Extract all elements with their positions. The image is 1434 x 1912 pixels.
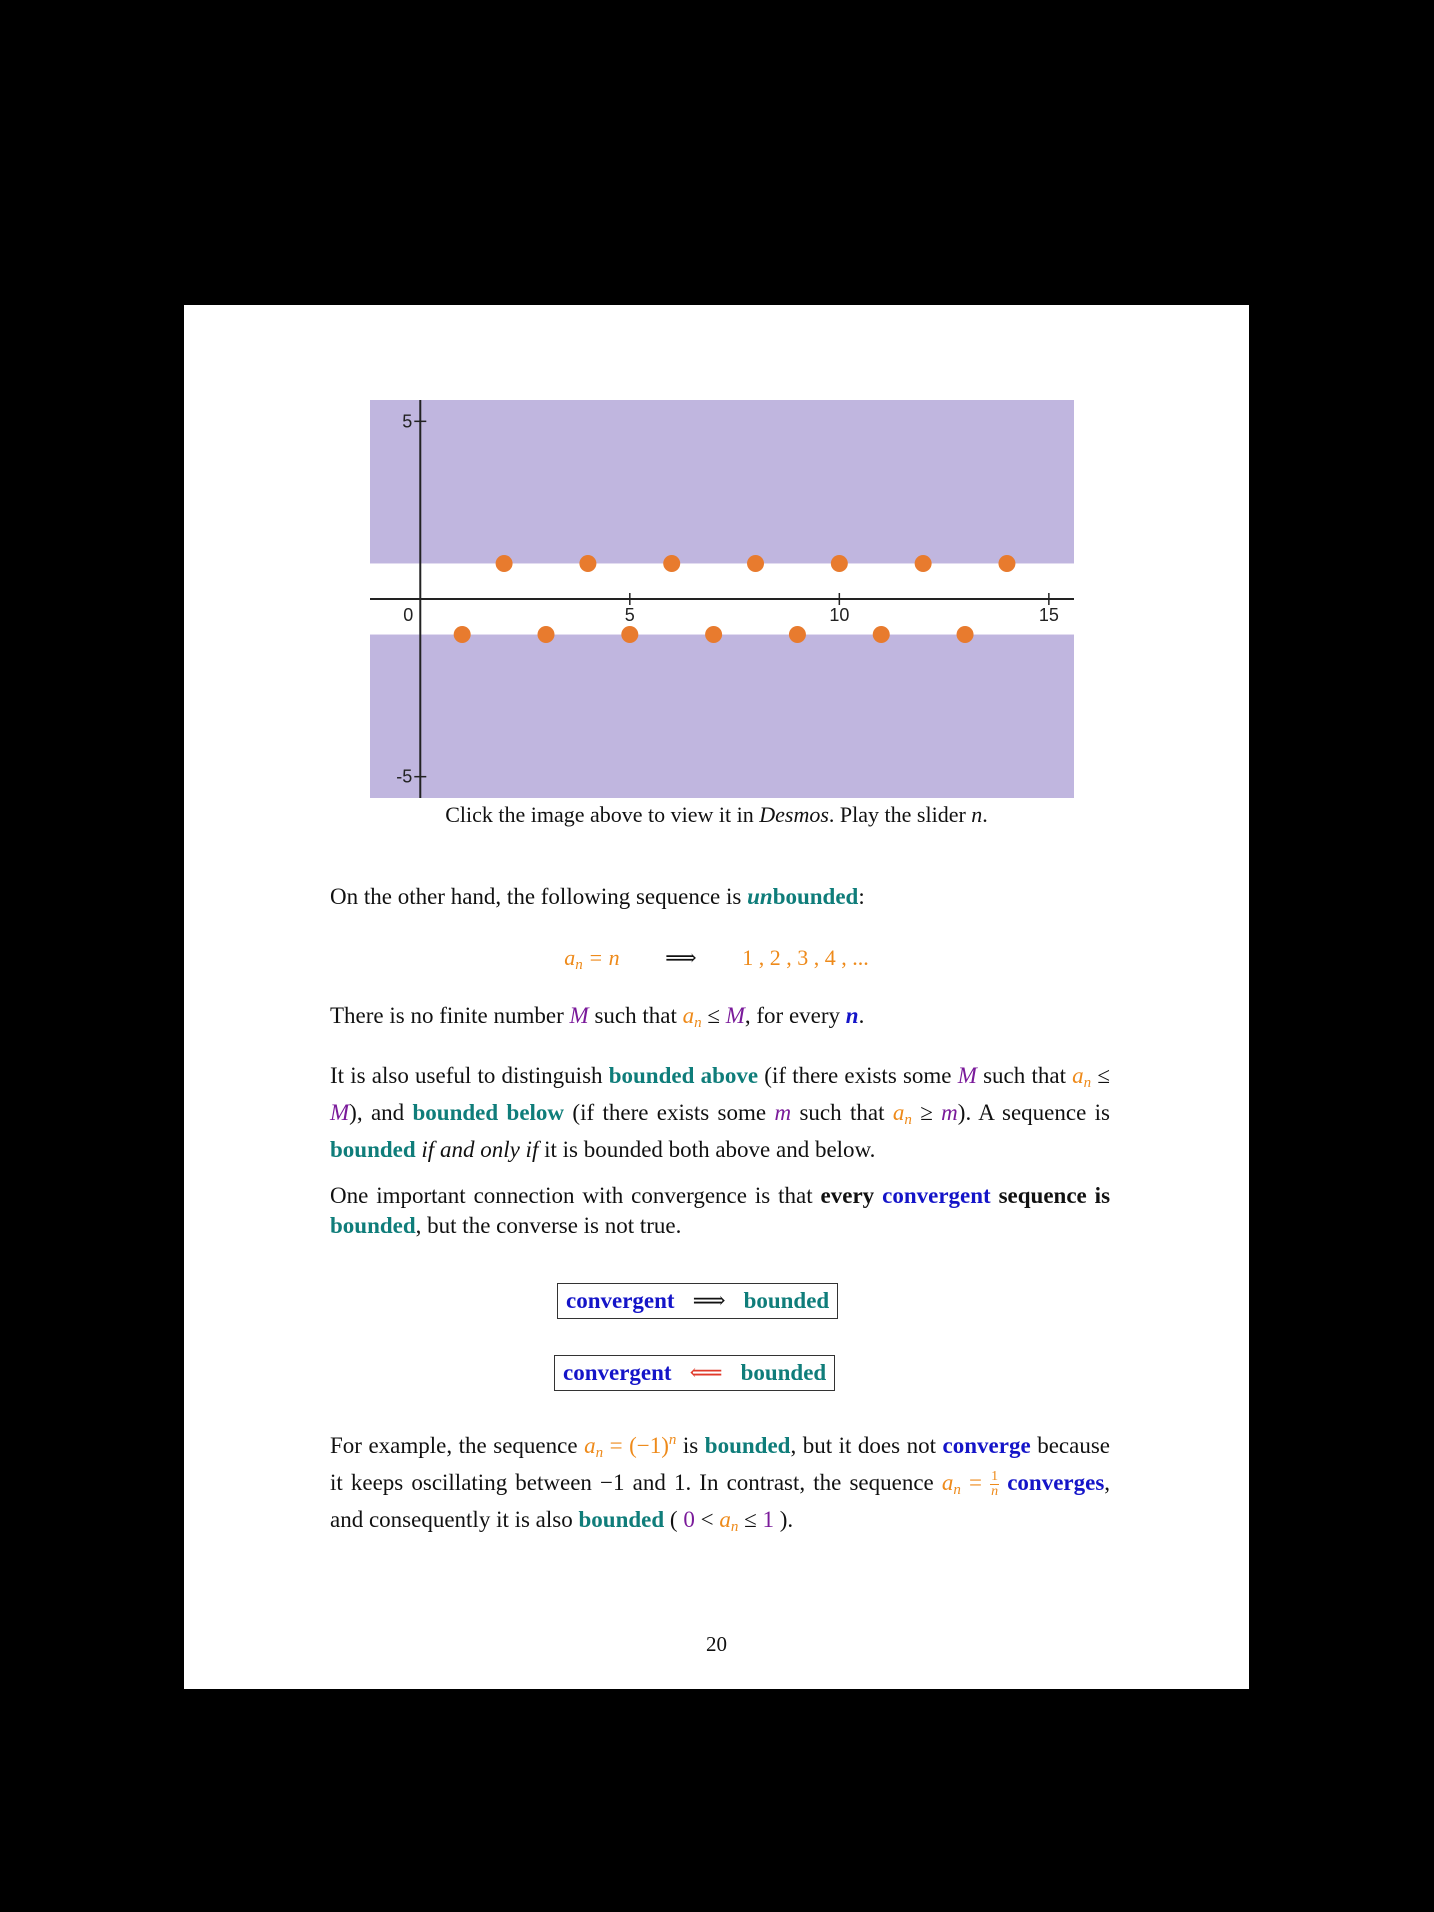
paragraph-example: For example, the sequence $a_n = (-1)^n$ is bounded, but it does not converge because it keeps oscillating between −1 and 1. In contrast, the sequence $a_n$ = $\frac{1}{n}$ converges, and consequently it is also bounded ( $0 < a_n \le 1$ ). — [330, 1432, 1111, 1535]
sequence-point — [789, 626, 806, 643]
sequence-point — [998, 555, 1015, 572]
paragraph-convergence: One important connection with convergence is that every convergent sequence is bounded, but the converse is not true. — [330, 1183, 1111, 1238]
sequence-point — [496, 555, 513, 572]
sequence-point — [831, 555, 848, 572]
sequence-point — [957, 626, 974, 643]
sequence-point — [538, 626, 555, 643]
y-tick-label: -5 — [396, 766, 413, 787]
x-tick-label: 0 — [403, 605, 414, 625]
page-number: 20 — [706, 1632, 727, 1656]
sequence-point — [705, 626, 722, 643]
y-tick-label: 5 — [402, 411, 413, 432]
paragraph-bounded-defs: It is also useful to distinguish bounded above (if there exists some M such that $a_n \le M$), and bounded below (if there exists some m such that $a_n \ge m$). A sequence is bounded if and only if it is bounded both above and below. — [330, 1063, 1110, 1162]
crossed-arrow-icon: ⟸ — [689, 1360, 723, 1385]
implication-box-converse: convergent ⟸ bounded — [554, 1355, 835, 1391]
x-tick-label: 10 — [829, 605, 850, 625]
sequence-point — [915, 555, 932, 572]
sequence-point — [873, 626, 890, 643]
sequence-point — [454, 626, 471, 643]
sequence-point — [621, 626, 638, 643]
x-tick-label: 15 — [1038, 605, 1059, 625]
sequence-point — [663, 555, 680, 572]
formula-unbounded: $a_n = n$ ⟹ 1 , 2 , 3 , 4 , ... — [564, 945, 869, 973]
document-page — [184, 305, 1249, 1689]
upper-shaded-region — [370, 400, 1074, 563]
paragraph-no-finite: There is no finite number M such that $a_n \le M$, for every n. — [330, 1003, 865, 1031]
desmos-chart[interactable] — [370, 400, 1074, 798]
sequence-point — [579, 555, 596, 572]
x-tick-label: 5 — [624, 605, 635, 625]
chart-svg[interactable] — [370, 400, 1074, 798]
lower-shaded-region — [370, 635, 1074, 798]
implication-box-forward: convergent ⟹ bounded — [557, 1283, 838, 1319]
chart-caption: Click the image above to view it in Desmos. Play the slider n. — [445, 802, 988, 827]
paragraph-unbounded: On the other hand, the following sequence is unbounded: — [330, 884, 865, 909]
sequence-point — [747, 555, 764, 572]
fraction-one-over-n: $\frac{1}{n}$ — [991, 1469, 999, 1500]
